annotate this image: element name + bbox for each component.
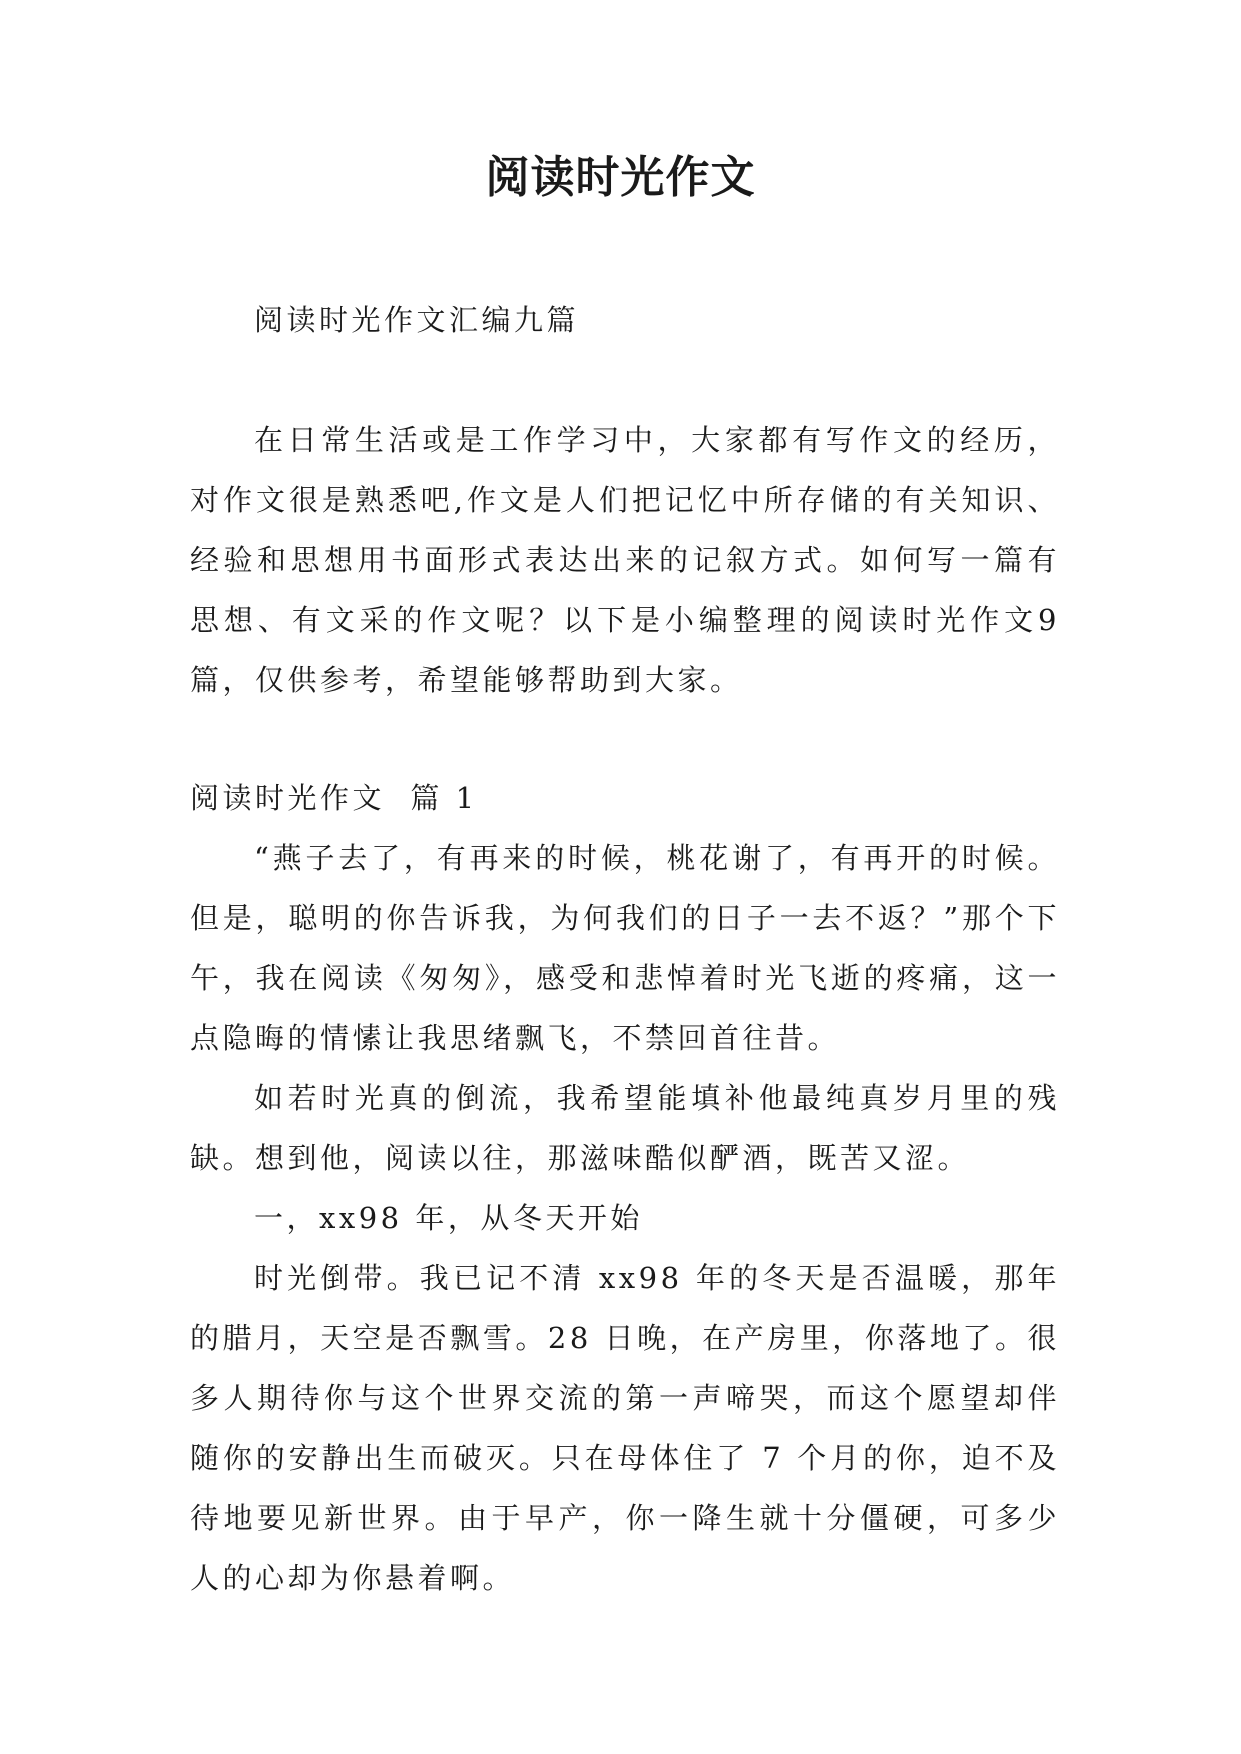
body-paragraph-4: 时光倒带。我已记不清 xx98 年的冬天是否温暖，那年的腊月，天空是否飘雪。28 日晚，在产房里，你落地了。很多人期待你与这个世界交流的第一声啼哭，而这个愿望却伴随你的安静出生而破灭。只在母体住了 7 个月的你，迫不及待地要见新世界。由于早产，你一降生就十分僵硬，可多少人的心却为你悬着啊。: [190, 1261, 1060, 1595]
body-paragraph-1: “燕子去了，有再来的时候，桃花谢了，有再开的时候。但是，聪明的你告诉我，为何我们的日子一去不返？”那个下午，我在阅读《匆匆》，感受和悲悼着时光飞逝的疼痛，这一点隐晦的情愫让我思绪飘飞，不禁回首往昔。: [190, 841, 1060, 1055]
intro-paragraph: 在日常生活或是工作学习中，大家都有写作文的经历，对作文很是熟悉吧,作文是人们把记忆中所存储的有关知识、经验和思想用书面形式表达出来的记叙方式。如何写一篇有思想、有文采的作文呢？以下是小编整理的阅读时光作文9篇，仅供参考，希望能够帮助到大家。: [190, 423, 1060, 697]
document-subtitle: 阅读时光作文汇编九篇: [254, 303, 580, 337]
document-body: [190, 290, 1060, 1608]
section-heading: 阅读时光作文 篇 1: [190, 781, 478, 815]
body-paragraph-3: 一，xx98 年，从冬天开始: [254, 1201, 643, 1235]
document-title: 阅读时光作文: [485, 152, 756, 203]
body-paragraph-2: 如若时光真的倒流，我希望能填补他最纯真岁月里的残缺。想到他，阅读以往，那滋味酷似酽酒，既苦又涩。: [190, 1081, 1060, 1175]
